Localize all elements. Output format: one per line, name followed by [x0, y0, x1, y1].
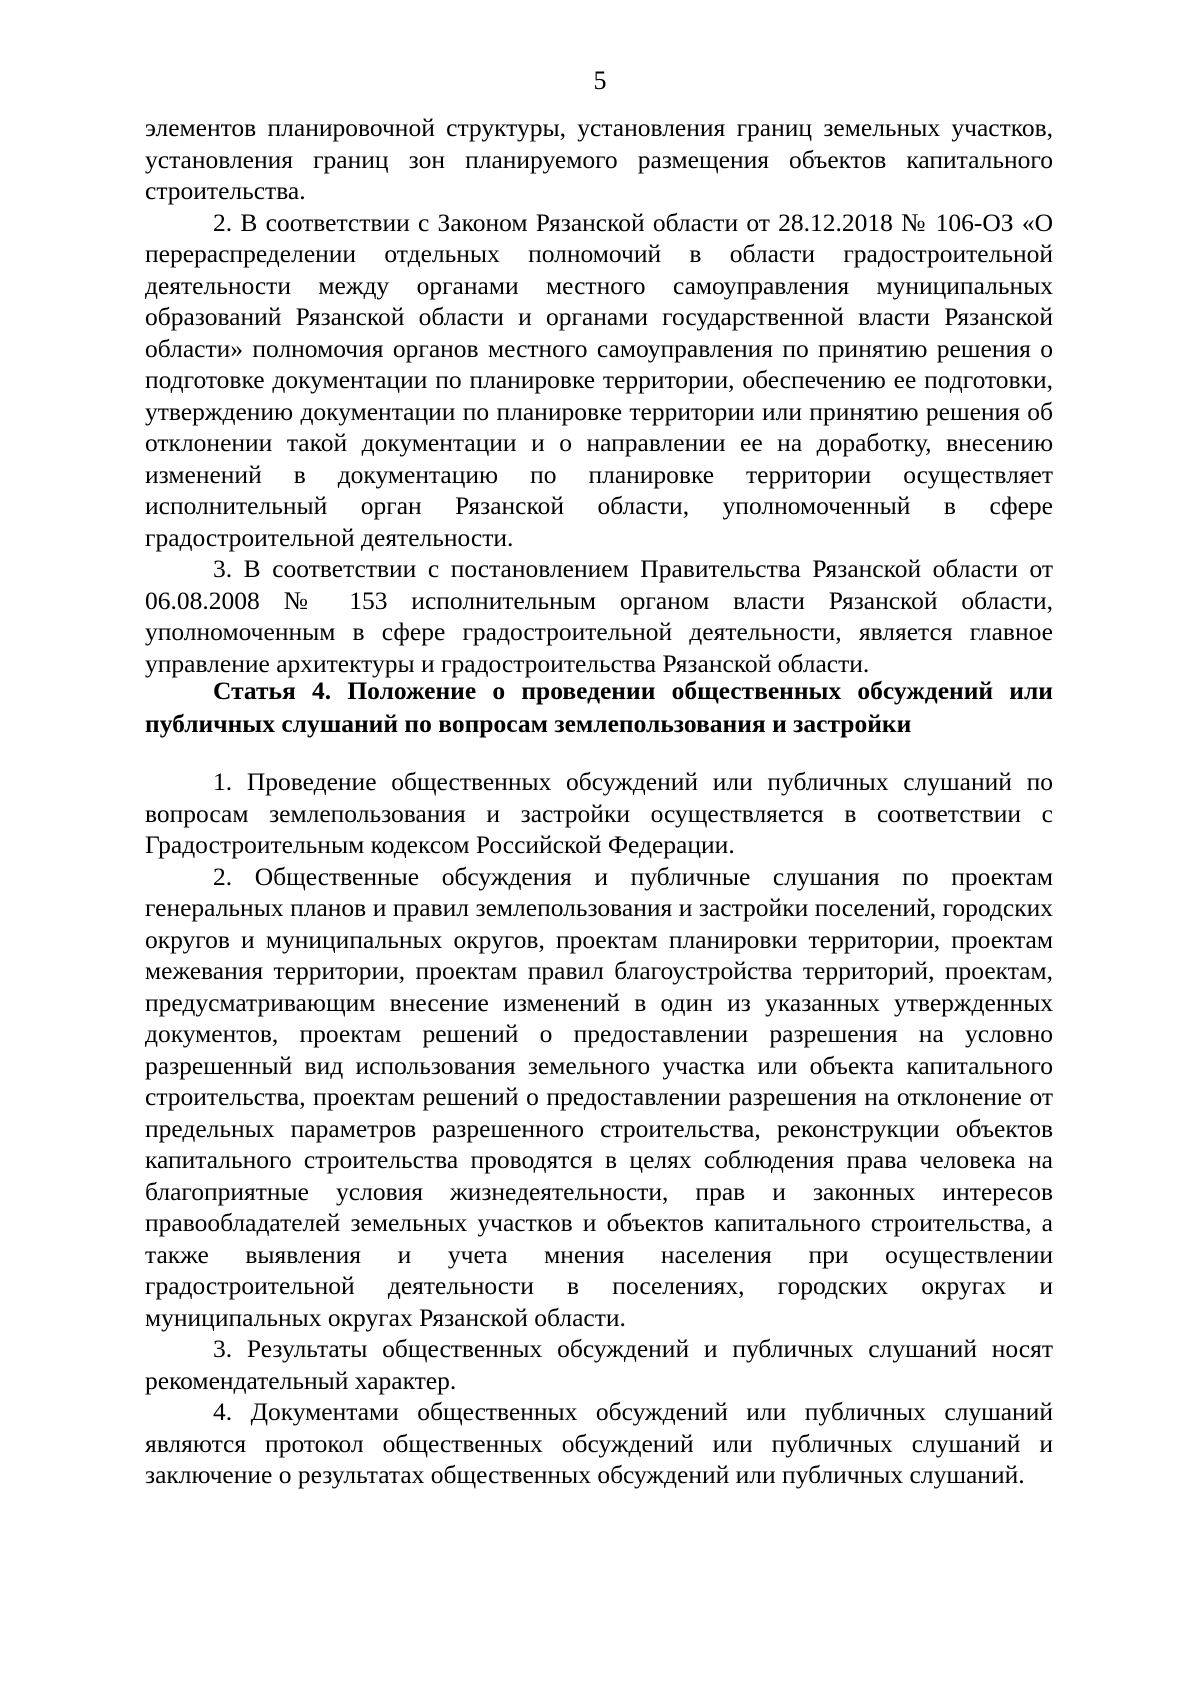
article3-body: [145, 112, 1053, 679]
article4-item-2: 2. Общественные обсуждения и публичные слушания по проектам генеральных планов и правил землепользования и застройки поселений, городских округов и муниципальных округов, проектам планировки территории, проектам межевания территории, проектам правил благоустройства территорий, проектам, предусматривающим внесение изменений в один из указанных утвержденных документов, проектам решений о предоставлении разрешения на условно разрешенный вид использования земельного участка или объекта капитального строительства, проектам решений о предоставлении разрешения на отклонение от предельных параметров разрешенного строительства, реконструкции объектов капитального строительства проводятся в целях соблюдения права человека на благоприятные условия жизнедеятельности, прав и законных интересов правообладателей земельных участков и объектов капитального строительства, а также выявления и учета мнения населения при осуществлении градостроительной деятельности в поселениях, городских округах и муниципальных округах Рязанской области.: [145, 861, 1053, 1332]
article4-item-3: 3. Результаты общественных обсуждений и публичных слушаний носят рекомендательный характер.: [145, 1334, 1053, 1395]
article3-item-2: 2. В соответствии с Законом Рязанской области от 28.12.2018 № 106-ОЗ «О перераспределении отдельных полномочий в области градостроительной деятельности между органами местного самоуправления муниципальных образований Рязанской области и органами государственной власти Рязанской области» полномочия органов местного самоуправления по принятию решения о подготовке документации по планировке территории, обеспечению ее подготовки, утверждению документации по планировке территории или принятию решения об отклонении такой документации и о направлении ее на доработку, внесению изменений в документацию по планировке территории осуществляет исполнительный орган Рязанской области, уполномоченный в сфере градостроительной деятельности.: [145, 207, 1053, 552]
page-number: 5: [593, 66, 607, 95]
article4-heading: Статья 4. Положение о проведении общественных обсуждений или публичных слушаний по вопросам землепользования и застройки: [145, 676, 1053, 738]
article4-item-4: 4. Документами общественных обсуждений или публичных слушаний являются протокол общественных обсуждений или публичных слушаний и заключение о результатах общественных обсуждений или публичных слушаний.: [145, 1397, 1053, 1489]
article3-item-3: 3. В соответствии с постановлением Правительства Рязанской области от 06.08.2008 № 153 исполнительным органом власти Рязанской области, уполномоченным в сфере градостроительной деятельности, является главное управление архитектуры и градостроительства Рязанской области.: [145, 554, 1053, 678]
article3-continuation: элементов планировочной структуры, установления границ земельных участков, установления границ зон планируемого размещения объектов капитального строительства.: [145, 113, 1053, 205]
article4-item-1: 1. Проведение общественных обсуждений или публичных слушаний по вопросам землепользования и застройки осуществляется в соответствии с Градостроительным кодексом Российской Федерации.: [145, 767, 1053, 859]
article4-body: [145, 766, 1053, 1491]
